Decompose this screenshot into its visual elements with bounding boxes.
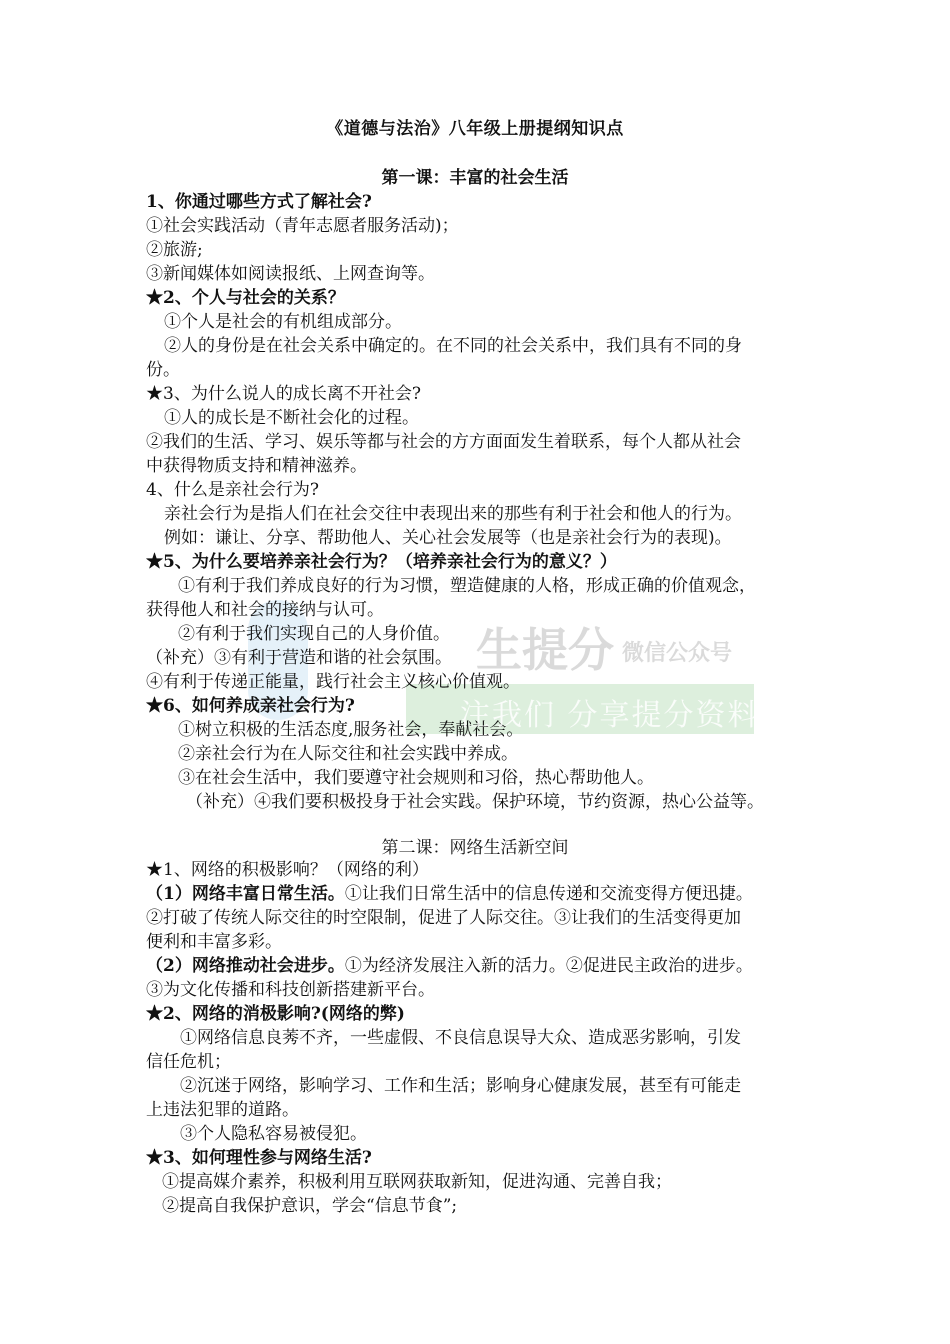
watermark-bar-text: 注我们 分享提分资料 (460, 698, 760, 733)
answer-line: ①提高媒介素养，积极利用互联网获取新知，促进沟通、完善自我； (162, 1172, 672, 1192)
question-4: 4、什么是亲社会行为? (146, 480, 319, 500)
answer-line: ②打破了传统人际交往的时空限制，促进了人际交往。③让我们的生活变得更加 (146, 908, 741, 928)
question-3: ★3、为什么说人的成长离不开社会? (146, 384, 421, 404)
answer-line: ①树立积极的生活态度,服务社会，奉献社会。 (178, 720, 524, 740)
answer-line: ③新闻媒体如阅读报纸、上网查询等。 (146, 264, 435, 284)
answer-heading: （1）网络丰富日常生活。 (146, 884, 345, 904)
answer-line: ②提高自我保护意识，学会“信息节食”; (162, 1196, 458, 1216)
answer-line: ②亲社会行为在人际交往和社会实践中养成。 (178, 744, 518, 764)
answer-line: 中获得物质支持和精神滋养。 (146, 456, 367, 476)
answer-line: ②我们的生活、学习、娱乐等都与社会的方方面面发生着联系，每个人都从社会 (146, 432, 741, 452)
answer-line: 信任危机； (146, 1052, 231, 1072)
question-1: 1、你通过哪些方式了解社会? (146, 192, 372, 212)
answer-line: ②沉迷于网络，影响学习、工作和生活；影响身心健康发展，甚至有可能走 (180, 1076, 741, 1096)
answer-line: （补充）③有利于营造和谐的社会氛围。 (146, 648, 452, 668)
question-2: ★2、个人与社会的关系？ (146, 288, 345, 308)
answer-line: ①社会实践活动（青年志愿者服务活动)； (146, 216, 459, 236)
answer-line: ①有利于我们养成良好的行为习惯，塑造健康的人格，形成正确的价值观念， (178, 576, 756, 596)
answer-line: 上违法犯罪的道路。 (146, 1100, 299, 1120)
answer-line: （补充）④我们要积极投身于社会实践。保护环境，节约资源，热心公益等。 (186, 792, 764, 812)
answer-line: 获得他人和社会的接纳与认可。 (146, 600, 384, 620)
answer-heading: （2）网络推动社会进步。 (146, 956, 345, 976)
answer-line: ①网络信息良莠不齐，一些虚假、不良信息误导大众、造成恶劣影响，引发 (180, 1028, 741, 1048)
watermark-text: 生提分 (476, 623, 614, 677)
answer-line: ①个人是社会的有机组成部分。 (164, 312, 402, 332)
answer-line: ①人的成长是不断社会化的过程。 (164, 408, 419, 428)
answer-line: ④有利于传递正能量，践行社会主义核心价值观。 (146, 672, 520, 692)
answer-text: ①为经济发展注入新的活力。②促进民主政治的进步。 (344, 956, 753, 976)
answer-line: ②旅游; (146, 240, 203, 260)
answer-line: ②有利于我们实现自己的人身价值。 (178, 624, 450, 644)
lesson2-title: 第二课：网络生活新空间 (381, 838, 569, 858)
answer-line: ③在社会生活中，我们要遵守社会规则和习俗，热心帮助他人。 (178, 768, 654, 788)
question-6: ★6、如何养成亲社会行为? (146, 696, 355, 716)
answer-text: ①让我们日常生活中的信息传递和交流变得方便迅捷。 (344, 884, 753, 904)
answer-line (146, 882, 753, 906)
answer-line: 例如：谦让、分享、帮助他人、关心社会发展等（也是亲社会行为的表现)。 (164, 528, 732, 548)
question-5: ★5、为什么要培养亲社会行为？（培养亲社会行为的意义？） (146, 552, 617, 572)
lesson2-question-2: ★2、网络的消极影响?(网络的弊) (146, 1004, 405, 1024)
lesson1-title: 第一课：丰富的社会生活 (381, 168, 569, 188)
lesson2-question-1: ★1、网络的积极影响？（网络的利） (146, 860, 429, 880)
lesson2-question-3: ★3、如何理性参与网络生活? (146, 1148, 372, 1168)
answer-line: ②人的身份是在社会关系中确定的。在不同的社会关系中，我们具有不同的身 (164, 336, 742, 356)
answer-line: 份。 (146, 360, 180, 380)
answer-line: 便利和丰富多彩。 (146, 932, 282, 952)
answer-line: ③为文化传播和科技创新搭建新平台。 (146, 980, 435, 1000)
answer-line: ③个人隐私容易被侵犯。 (180, 1124, 367, 1144)
watermark-subtext: 微信公众号 (622, 641, 733, 666)
answer-line: 亲社会行为是指人们在社会交往中表现出来的那些有利于社会和他人的行为。 (164, 504, 742, 524)
document-title: 《道德与法治》八年级上册提纲知识点 (326, 119, 624, 139)
answer-line (146, 954, 753, 978)
